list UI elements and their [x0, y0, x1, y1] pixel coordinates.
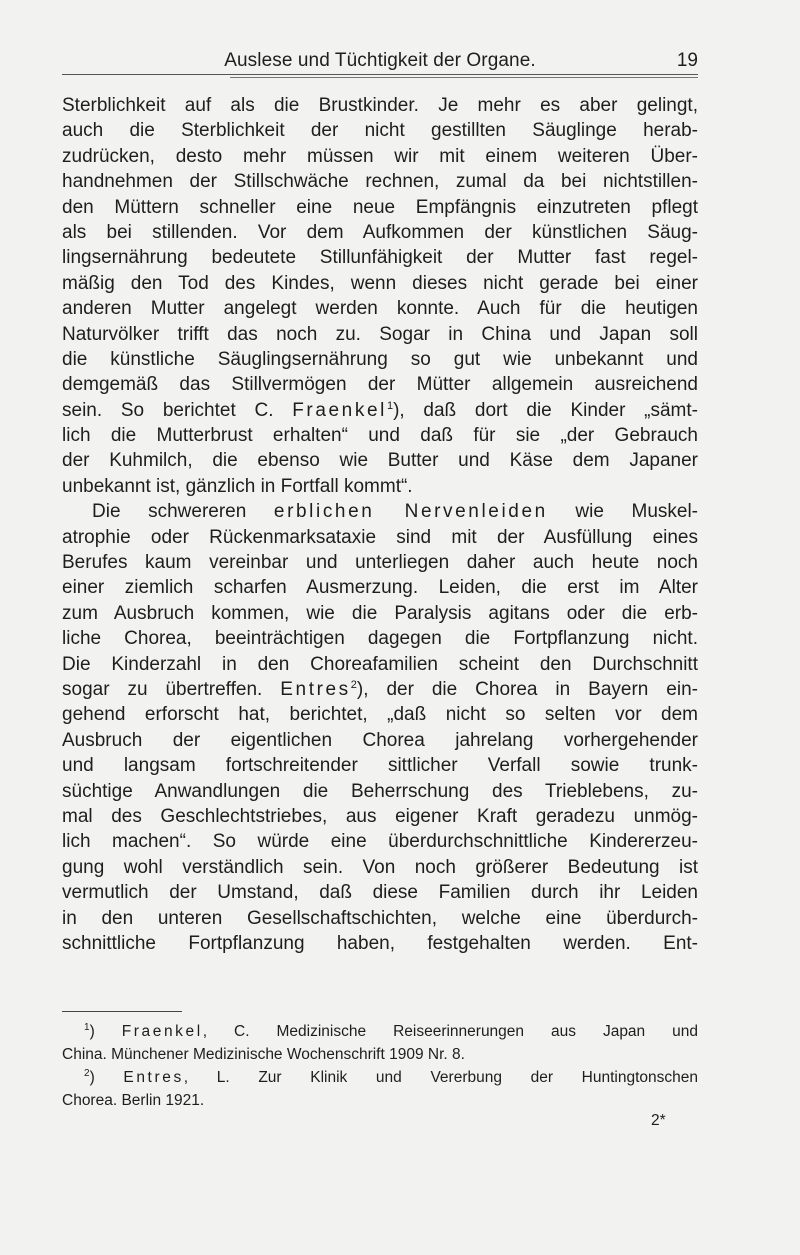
body-line: und langsam fortschreitender sittlicher Verfall sowie trunk-	[62, 755, 698, 777]
body-line: Berufes kaum vereinbar und unterliegen daher auch heute noch	[62, 552, 698, 574]
body-line: die künstliche Säuglingsernährung so gut wie unbekannt und	[62, 348, 698, 370]
text: Die schwereren	[92, 501, 274, 523]
body-line: vermutlich der Umstand, daß diese Familien durch ihr Leiden	[62, 882, 698, 904]
author-name-fraenkel: Fraenkel	[292, 399, 387, 421]
body-line: mal des Geschlechtstriebes, aus eigener Kraft geradezu unmög-	[62, 805, 698, 827]
header-rule	[62, 74, 698, 75]
text: sein. So berichtet C.	[62, 399, 293, 421]
body-line: süchtige Anwandlungen die Beherrschung des Trieblebens, zu-	[62, 780, 698, 802]
body-line-fraenkel	[62, 398, 698, 423]
text: wie Muskel-	[547, 501, 699, 523]
body-line-paragraph-start	[62, 499, 698, 524]
footnote-2-line-2: Chorea. Berlin 1921.	[62, 1092, 205, 1109]
signature-mark: 2*	[651, 1112, 666, 1129]
body-line: liche Chorea, beeinträchtigen dagegen die Fortpflanzung nicht.	[62, 628, 698, 650]
text: ), daß dort die Kinder „sämt-	[393, 399, 698, 421]
body-line: lich die Mutterbrust erhalten“ und daß für sie „der Gebrauch	[62, 425, 698, 447]
body-line: Die Kinderzahl in den Choreafamilien scheint den Durchschnitt	[62, 653, 698, 675]
body-line: als bei stillenden. Vor dem Aufkommen der künstlichen Säug-	[62, 221, 698, 243]
body-line: zudrücken, desto mehr müssen wir mit einem weiteren Über-	[62, 145, 698, 167]
body-line: handnehmen der Stillschwäche rechnen, zumal da bei nichtstillen-	[62, 171, 698, 193]
footnote-text: , C. Medizinische Reiseerinnerungen aus Japan und	[202, 1023, 698, 1040]
body-line: lich machen“. So würde eine überdurchschnittliche Kindererzeu-	[62, 831, 698, 853]
header-rule-secondary	[230, 77, 698, 78]
body-line: Naturvölker trifft das noch zu. Sogar in China und Japan soll	[62, 323, 698, 345]
footnote-author: Entres	[123, 1069, 184, 1086]
footnote-ref-1: 1	[386, 399, 394, 412]
body-line: auch die Sterblichkeit der nicht gestillten Säuglinge herab-	[62, 120, 698, 142]
body-line: atrophie oder Rückenmarksataxie sind mit der Ausfüllung eines	[62, 526, 698, 548]
body-line: einer ziemlich scharfen Ausmerzung. Leiden, die erst im Alter	[62, 577, 698, 599]
text: sogar zu übertreffen.	[62, 678, 281, 700]
body-line: der Kuhmilch, die ebenso wie Butter und Käse dem Japaner	[62, 450, 698, 472]
body-line: gehend erforscht hat, berichtet, „daß nicht so selten vor dem	[62, 704, 698, 726]
emphasis-erbliche-nervenleiden: erblichen Nervenleiden	[273, 501, 548, 523]
body-line: Sterblichkeit auf als die Brustkinder. Je mehr es aber gelingt,	[62, 95, 698, 116]
footnote-mark-1: 1	[84, 1022, 90, 1033]
footnote-2: $^2$) Entres, L. Zur Klinik und Vererbung der Huntingtonschen	[84, 1068, 699, 1086]
author-name-entres: Entres	[280, 678, 351, 700]
running-head	[62, 50, 698, 76]
footnotes	[62, 1020, 698, 1112]
body-text	[62, 93, 698, 956]
footnote-1-line-2: China. Münchener Medizinische Wochenschrift 1909 Nr. 8.	[62, 1046, 465, 1063]
footnote-ref-2: 2	[350, 678, 357, 691]
body-line: gung wohl verständlich sein. Von noch größerer Bedeutung ist	[62, 856, 698, 878]
body-line: anderen Mutter angelegt werden konnte. Auch für die heutigen	[62, 298, 698, 320]
body-line: schnittliche Fortpflanzung haben, festgehalten werden. Ent-	[62, 932, 698, 954]
footnote-text: , L. Zur Klinik und Vererbung der Huntingtonschen	[183, 1069, 699, 1086]
footnote-mark-2: 2	[84, 1068, 90, 1079]
body-line: zum Ausbruch kommen, wie die Paralysis agitans oder die erb-	[62, 602, 698, 624]
body-line: den Müttern schneller eine neue Empfängnis einzutreten pflegt	[62, 196, 698, 218]
body-line: mäßig den Tod des Kindes, wenn dieses nicht gerade bei einer	[62, 272, 698, 294]
body-line: demgemäß das Stillvermögen der Mütter allgemein ausreichend	[62, 374, 698, 396]
body-line: in den unteren Gesellschaftschichten, welche eine überdurch-	[62, 907, 698, 929]
body-line-entres	[62, 677, 698, 702]
body-line: Ausbruch der eigentlichen Chorea jahrelang vorhergehender	[62, 729, 698, 751]
body-line: unbekannt ist, gänzlich in Fortfall kommt“.	[62, 475, 413, 497]
footnote-rule	[62, 1011, 182, 1012]
footnote-author: Fraenkel	[121, 1023, 203, 1040]
text: ), der die Chorea in Bayern ein-	[356, 678, 698, 700]
footnote-1: $^1$) Fraenkel, C. Medizinische Reiseerinnerungen aus Japan und	[84, 1022, 698, 1040]
running-title: Auslese und Tüchtigkeit der Organe.	[224, 50, 536, 71]
page-number: 19	[676, 50, 698, 71]
body-line: lingsernährung bedeutete Stillunfähigkeit der Mutter fast regel-	[62, 247, 698, 269]
